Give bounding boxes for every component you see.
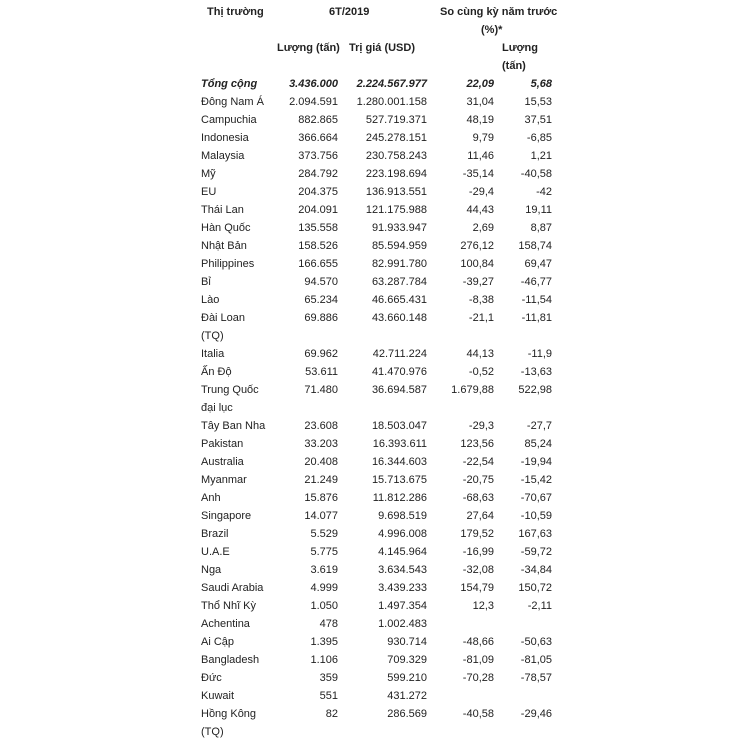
qty-cell: 882.865 bbox=[298, 114, 338, 126]
country-name: Đài Loan bbox=[201, 312, 246, 324]
pct-val-cell: -50,63 bbox=[520, 636, 552, 648]
value-cell: 930.714 bbox=[387, 636, 427, 648]
pct-qty-cell: 27,64 bbox=[466, 510, 494, 522]
value-cell: 15.713.675 bbox=[371, 474, 427, 486]
pct-qty-cell: -21,1 bbox=[468, 312, 494, 324]
value-cell: 36.694.587 bbox=[371, 384, 427, 396]
header-value: Trị giá (USD) bbox=[349, 42, 416, 54]
value-cell: 136.913.551 bbox=[365, 186, 427, 198]
country-name: Myanmar bbox=[201, 474, 247, 486]
pct-val-cell: -15,42 bbox=[520, 474, 552, 486]
pct-qty-cell: -20,75 bbox=[462, 474, 494, 486]
country-name: Nhật Bản bbox=[201, 240, 247, 252]
qty-cell: 69.886 bbox=[304, 312, 338, 324]
value-cell: 527.719.371 bbox=[365, 114, 427, 126]
header-yoy-qty-line1: Lượng bbox=[502, 42, 538, 54]
total-pct-val: 5,68 bbox=[530, 78, 552, 90]
country-name: Thái Lan bbox=[201, 204, 244, 216]
pct-val-cell: -11,9 bbox=[527, 348, 552, 360]
value-cell: 230.758.243 bbox=[365, 150, 427, 162]
qty-cell: 15.876 bbox=[304, 492, 338, 504]
value-cell: 4.996.008 bbox=[378, 528, 427, 540]
value-cell: 245.278.151 bbox=[365, 132, 427, 144]
value-cell: 43.660.148 bbox=[371, 312, 427, 324]
country-name: Đông Nam Á bbox=[201, 96, 264, 108]
country-name: Nga bbox=[201, 564, 222, 576]
pct-val-cell: 522,98 bbox=[518, 384, 552, 396]
header-market: Thị trường bbox=[207, 6, 264, 18]
country-name: Australia bbox=[201, 456, 244, 468]
value-cell: 41.470.976 bbox=[371, 366, 427, 378]
country-name: Singapore bbox=[201, 510, 252, 522]
country-name: Pakistan bbox=[201, 438, 244, 450]
pct-qty-cell: -35,14 bbox=[462, 168, 494, 180]
qty-cell: 284.792 bbox=[298, 168, 338, 180]
pct-qty-cell: 48,19 bbox=[466, 114, 494, 126]
value-cell: 121.175.988 bbox=[365, 204, 427, 216]
value-cell: 16.344.603 bbox=[371, 456, 427, 468]
pct-val-cell: -13,63 bbox=[520, 366, 552, 378]
qty-cell: 69.962 bbox=[304, 348, 338, 360]
pct-val-cell: -29,46 bbox=[520, 708, 552, 720]
country-name: Brazil bbox=[201, 528, 229, 540]
pct-qty-cell: 2,69 bbox=[472, 222, 494, 234]
qty-cell: 359 bbox=[319, 672, 338, 684]
value-cell: 9.698.519 bbox=[378, 510, 427, 522]
pct-val-cell: -11,54 bbox=[521, 294, 552, 306]
value-cell: 431.272 bbox=[387, 690, 427, 702]
value-cell: 42.711.224 bbox=[372, 348, 427, 360]
pct-qty-cell: -81,09 bbox=[462, 654, 494, 666]
country-name-line2: (TQ) bbox=[201, 330, 224, 342]
pct-val-cell bbox=[470, 687, 552, 705]
value-cell: 223.198.694 bbox=[365, 168, 427, 180]
country-name: Indonesia bbox=[201, 132, 249, 144]
pct-qty-cell: -29,4 bbox=[468, 186, 494, 198]
country-name: Tây Ban Nha bbox=[201, 420, 266, 432]
pct-qty-cell: -16,99 bbox=[462, 546, 494, 558]
pct-val-cell: -10,59 bbox=[520, 510, 552, 522]
value-cell: 3.439.233 bbox=[378, 582, 427, 594]
value-cell: 1.280.001.158 bbox=[356, 96, 427, 108]
qty-cell: 1.050 bbox=[310, 600, 338, 612]
qty-cell: 82 bbox=[325, 708, 338, 720]
total-value: 2.224.567.977 bbox=[356, 78, 427, 90]
pct-val-cell: 15,53 bbox=[524, 96, 552, 108]
header-period: 6T/2019 bbox=[329, 6, 370, 18]
value-cell: 85.594.959 bbox=[371, 240, 427, 252]
pct-val-cell: -40,58 bbox=[520, 168, 552, 180]
qty-cell: 478 bbox=[319, 618, 338, 630]
header-qty: Lượng (tấn) bbox=[277, 42, 340, 54]
country-name: Achentina bbox=[201, 618, 250, 630]
country-name: U.A.E bbox=[201, 546, 230, 558]
pct-qty-cell: -22,54 bbox=[462, 456, 494, 468]
pct-val-cell: -19,94 bbox=[520, 456, 552, 468]
country-name: Anh bbox=[201, 492, 221, 504]
value-cell: 11.812.286 bbox=[372, 492, 427, 504]
qty-cell: 14.077 bbox=[304, 510, 338, 522]
country-name: Bỉ bbox=[201, 276, 211, 288]
pct-qty-cell: -0,52 bbox=[468, 366, 494, 378]
pct-qty-cell: 100,84 bbox=[460, 258, 494, 270]
qty-cell: 20.408 bbox=[304, 456, 338, 468]
header-yoy-qty-line2: (tấn) bbox=[502, 60, 526, 72]
pct-qty-cell: 44,43 bbox=[466, 204, 494, 216]
country-name: Hàn Quốc bbox=[201, 222, 251, 234]
pct-qty-cell: -39,27 bbox=[462, 276, 494, 288]
country-name-line2: đại lục bbox=[201, 402, 233, 414]
qty-cell: 1.106 bbox=[310, 654, 338, 666]
country-name: Malaysia bbox=[201, 150, 245, 162]
qty-cell: 33.203 bbox=[304, 438, 338, 450]
header-yoy: So cùng kỳ năm trước bbox=[440, 6, 558, 18]
pct-qty-cell: 12,3 bbox=[472, 600, 494, 612]
qty-cell: 23.608 bbox=[304, 420, 338, 432]
country-name: EU bbox=[201, 186, 217, 198]
country-name: Kuwait bbox=[201, 690, 235, 702]
pct-qty-cell: -8,38 bbox=[468, 294, 494, 306]
pct-val-cell: -2,11 bbox=[527, 600, 552, 612]
value-cell: 709.329 bbox=[387, 654, 427, 666]
pct-val-cell: -11,81 bbox=[521, 312, 552, 324]
value-cell: 3.634.543 bbox=[378, 564, 427, 576]
pct-qty-cell: 31,04 bbox=[466, 96, 494, 108]
pct-val-cell: -27,7 bbox=[526, 420, 552, 432]
qty-cell: 5.529 bbox=[310, 528, 338, 540]
country-name: Hồng Kông bbox=[201, 708, 257, 720]
pct-qty-cell: 44,13 bbox=[466, 348, 494, 360]
value-cell: 599.210 bbox=[387, 672, 427, 684]
qty-cell: 1.395 bbox=[310, 636, 338, 648]
pct-qty-cell: -32,08 bbox=[462, 564, 494, 576]
pct-qty-cell: 123,56 bbox=[460, 438, 494, 450]
qty-cell: 94.570 bbox=[304, 276, 338, 288]
pct-val-cell: -6,85 bbox=[526, 132, 552, 144]
qty-cell: 204.091 bbox=[298, 204, 338, 216]
qty-cell: 135.558 bbox=[298, 222, 338, 234]
value-cell: 16.393.611 bbox=[372, 438, 427, 450]
header-yoy-unit: (%)* bbox=[481, 24, 503, 36]
qty-cell: 5.775 bbox=[310, 546, 338, 558]
pct-qty-cell: -48,66 bbox=[462, 636, 494, 648]
country-name: Thổ Nhĩ Kỳ bbox=[201, 600, 257, 612]
value-cell: 82.991.780 bbox=[371, 258, 427, 270]
qty-cell: 551 bbox=[319, 690, 338, 702]
country-name: Ấn Độ bbox=[201, 366, 232, 378]
qty-cell: 204.375 bbox=[298, 186, 338, 198]
pct-val-cell: -78,57 bbox=[520, 672, 552, 684]
qty-cell: 71.480 bbox=[304, 384, 338, 396]
pct-val-cell: 19,11 bbox=[525, 204, 552, 216]
pct-qty-cell: 9,79 bbox=[472, 132, 494, 144]
pct-val-cell: -42 bbox=[536, 186, 552, 198]
pct-val-cell: 37,51 bbox=[524, 114, 552, 126]
country-name: Saudi Arabia bbox=[201, 582, 264, 594]
qty-cell: 366.664 bbox=[298, 132, 338, 144]
pct-qty-cell: -40,58 bbox=[462, 708, 494, 720]
country-name-line2: (TQ) bbox=[201, 726, 224, 738]
country-name: Italia bbox=[201, 348, 225, 360]
value-cell: 46.665.431 bbox=[371, 294, 427, 306]
pct-val-cell: 158,74 bbox=[518, 240, 552, 252]
pct-val-cell: -46,77 bbox=[520, 276, 552, 288]
qty-cell: 21.249 bbox=[304, 474, 338, 486]
country-name: Mỹ bbox=[201, 168, 216, 180]
pct-qty-cell: -68,63 bbox=[462, 492, 494, 504]
total-pct-qty: 22,09 bbox=[466, 78, 494, 90]
country-name: Ai Cập bbox=[201, 636, 235, 648]
country-name: Campuchia bbox=[201, 114, 257, 126]
pct-qty-cell: 1.679,88 bbox=[451, 384, 494, 396]
qty-cell: 158.526 bbox=[298, 240, 338, 252]
pct-val-cell: 85,24 bbox=[524, 438, 552, 450]
total-label: Tổng cộng bbox=[201, 78, 258, 90]
pct-val-cell: 150,72 bbox=[518, 582, 552, 594]
total-qty: 3.436.000 bbox=[289, 78, 338, 90]
pct-val-cell: -59,72 bbox=[520, 546, 552, 558]
qty-cell: 166.655 bbox=[298, 258, 338, 270]
country-name: Philippines bbox=[201, 258, 255, 270]
pct-val-cell: -34,84 bbox=[520, 564, 552, 576]
value-cell: 18.503.047 bbox=[371, 420, 427, 432]
qty-cell: 65.234 bbox=[304, 294, 338, 306]
pct-val-cell bbox=[470, 615, 552, 633]
pct-qty-cell: 11,46 bbox=[467, 150, 494, 162]
pct-val-cell: 1,21 bbox=[530, 150, 552, 162]
qty-cell: 373.756 bbox=[298, 150, 338, 162]
country-name: Đức bbox=[201, 672, 222, 684]
value-cell: 1.002.483 bbox=[378, 618, 427, 630]
pct-qty-cell: 179,52 bbox=[460, 528, 494, 540]
value-cell: 286.569 bbox=[387, 708, 427, 720]
country-name: Lào bbox=[201, 294, 220, 306]
pct-qty-cell: -29,3 bbox=[468, 420, 494, 432]
qty-cell: 3.619 bbox=[310, 564, 338, 576]
country-name: Bangladesh bbox=[201, 654, 260, 666]
pct-val-cell: 69,47 bbox=[524, 258, 552, 270]
qty-cell: 4.999 bbox=[310, 582, 338, 594]
value-cell: 63.287.784 bbox=[371, 276, 427, 288]
pct-qty-cell: 276,12 bbox=[460, 240, 494, 252]
pct-qty-cell: 154,79 bbox=[460, 582, 494, 594]
pct-val-cell: 167,63 bbox=[518, 528, 552, 540]
value-cell: 4.145.964 bbox=[378, 546, 427, 558]
pct-val-cell: -70,67 bbox=[520, 492, 552, 504]
value-cell: 91.933.947 bbox=[371, 222, 427, 234]
qty-cell: 2.094.591 bbox=[289, 96, 338, 108]
qty-cell: 53.611 bbox=[305, 366, 338, 378]
pct-qty-cell: -70,28 bbox=[462, 672, 494, 684]
country-name: Trung Quốc bbox=[201, 384, 259, 396]
pct-val-cell: -81,05 bbox=[520, 654, 552, 666]
value-cell: 1.497.354 bbox=[378, 600, 427, 612]
pct-val-cell: 8,87 bbox=[530, 222, 552, 234]
